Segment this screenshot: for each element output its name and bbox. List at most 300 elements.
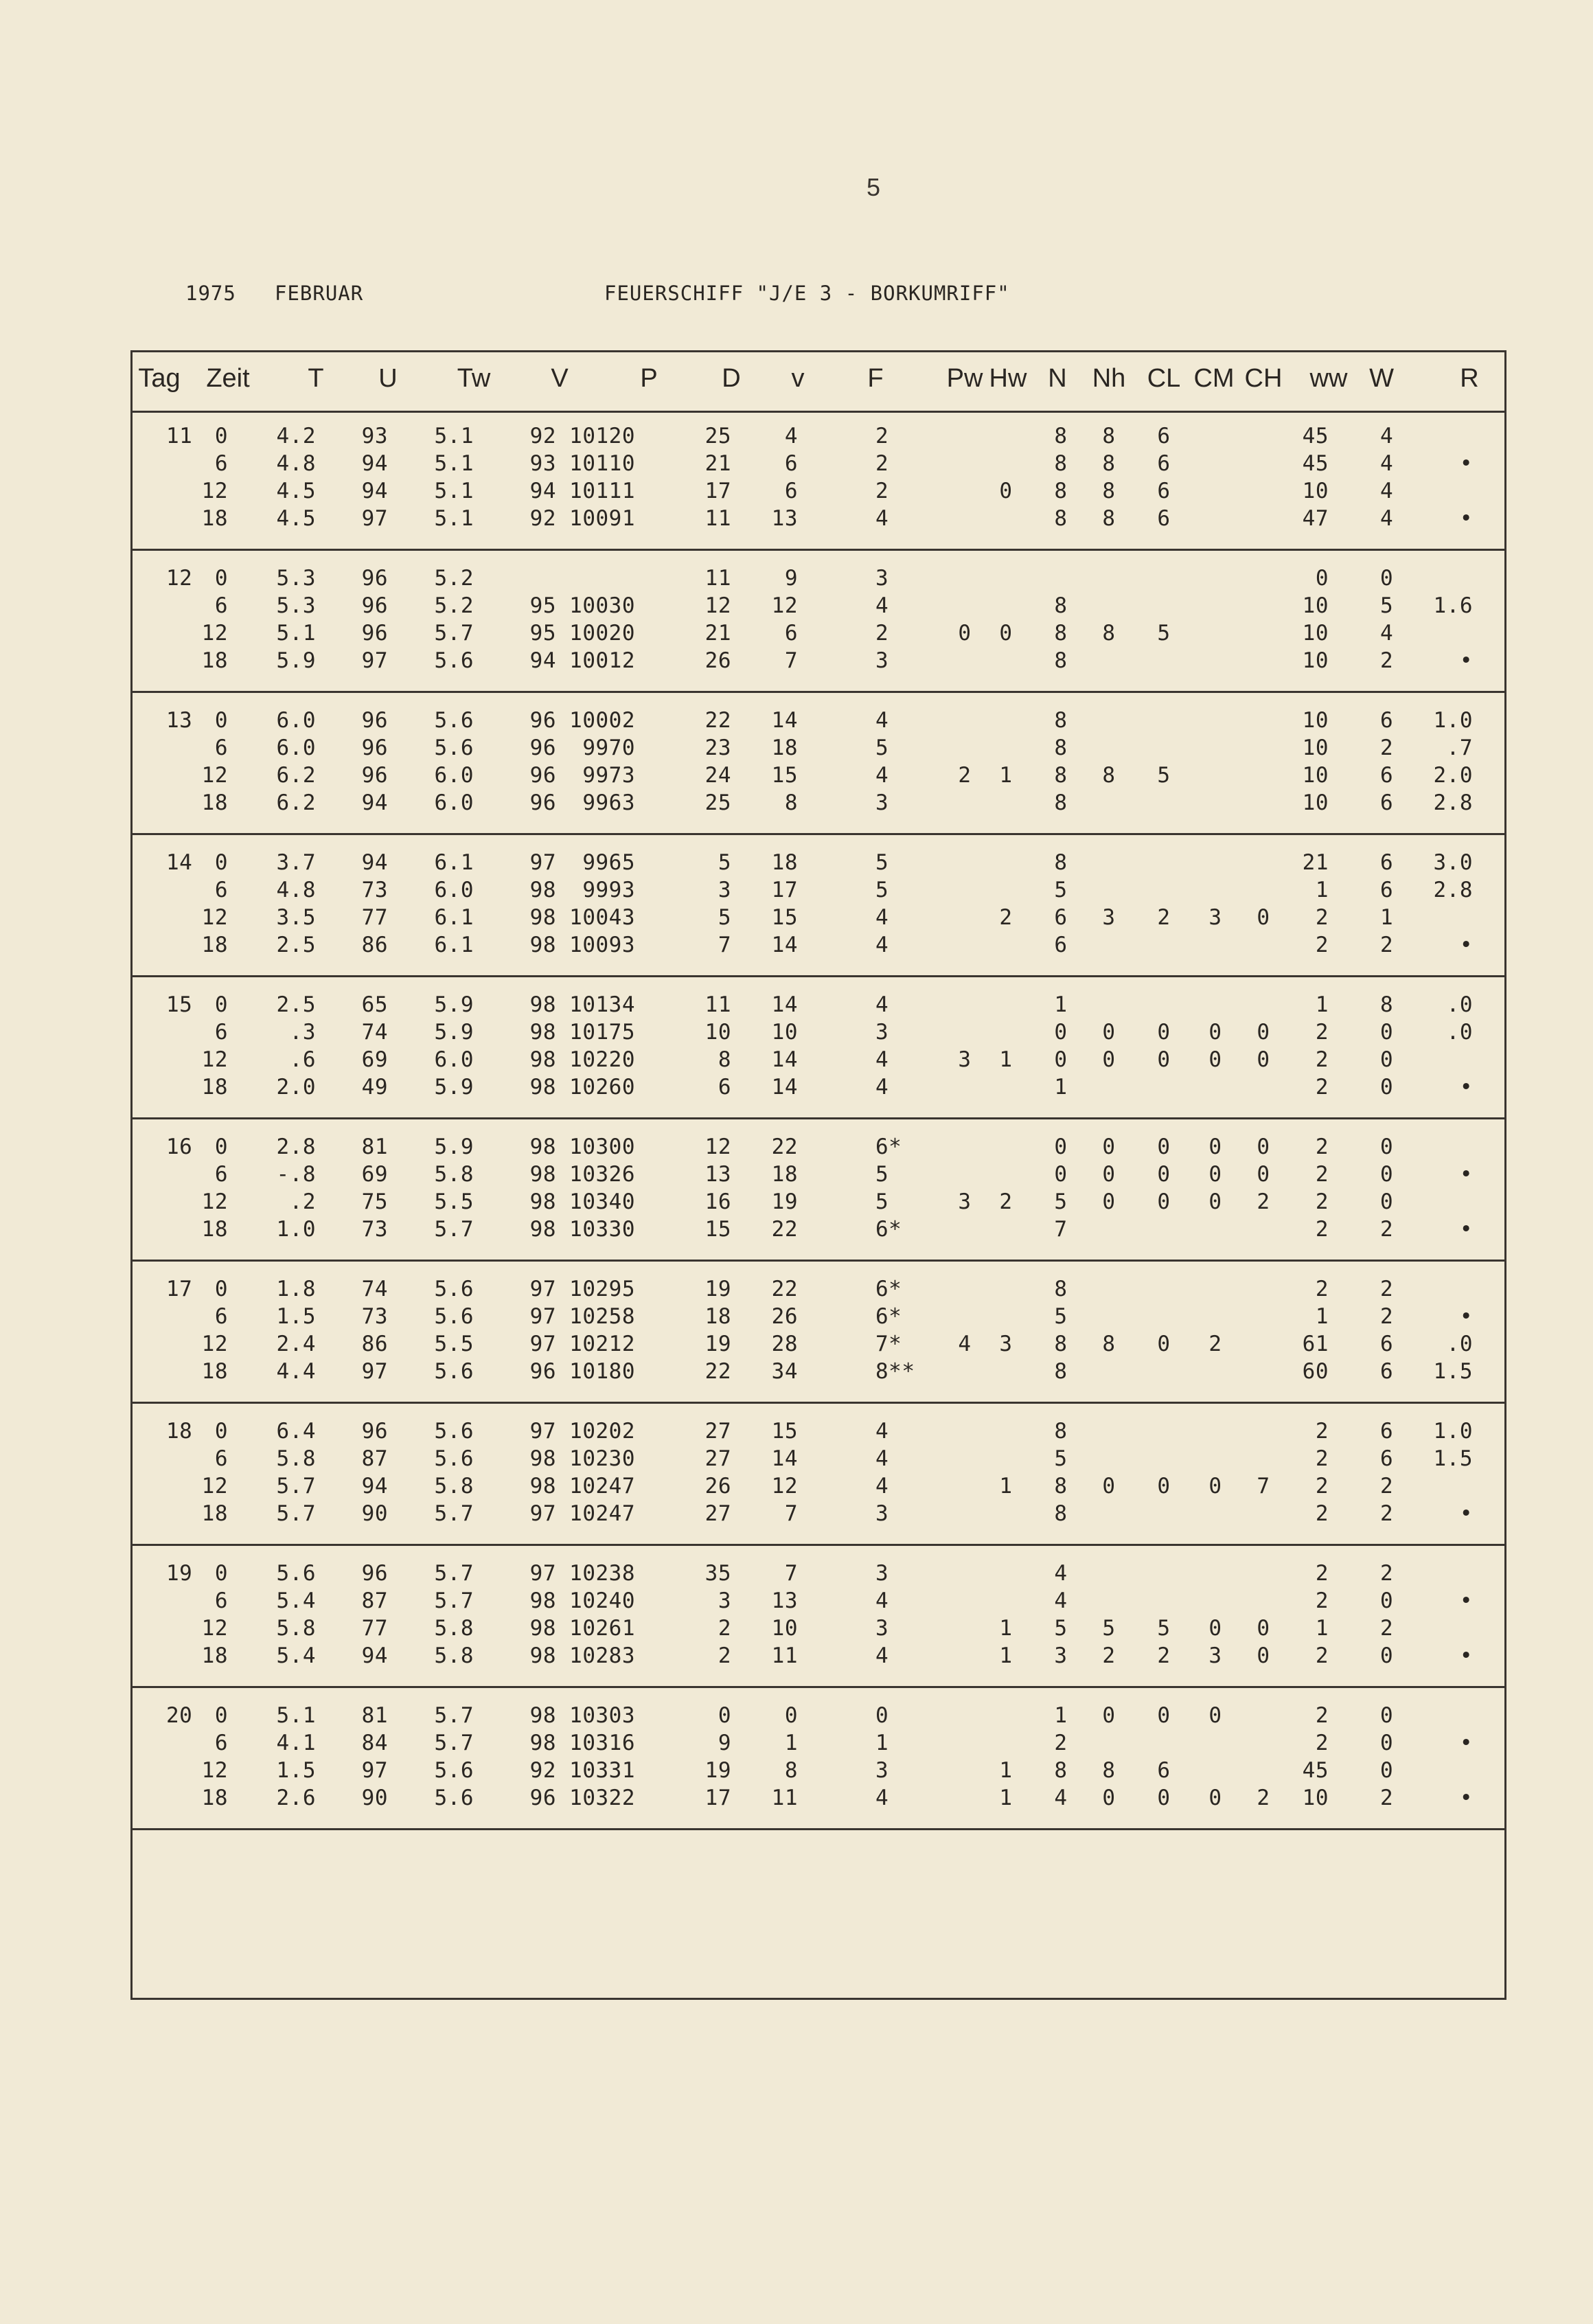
table-cell: 45: [1302, 424, 1329, 448]
table-cell: 73: [361, 1304, 388, 1329]
table-cell: 10202: [569, 1419, 635, 1444]
table-cell: 10120: [569, 424, 635, 448]
table-cell: 2: [1102, 1643, 1116, 1668]
table-cell: .0: [1446, 992, 1473, 1017]
column-header: Tw: [457, 364, 491, 393]
table-cell: 6: [1380, 790, 1394, 815]
table-cell: 10002: [569, 708, 635, 733]
table-cell: 5.6: [434, 1277, 474, 1301]
table-cell: 26: [704, 1474, 731, 1499]
table-cell: 0: [1102, 1189, 1116, 1214]
table-cell: 5: [718, 850, 731, 875]
table-cell: 5.9: [276, 648, 316, 673]
table-cell: 6: [214, 1446, 228, 1471]
table-cell: 90: [361, 1786, 388, 1810]
table-cell: 0: [1102, 1703, 1116, 1728]
table-cell: .0: [1446, 1020, 1473, 1045]
table-cell: 69: [361, 1162, 388, 1187]
table-cell: 45: [1302, 1758, 1329, 1783]
table-cell: 5.5: [434, 1189, 474, 1214]
table-cell: 87: [361, 1446, 388, 1471]
table-cell: 3: [958, 1189, 972, 1214]
table-cell: 2: [1315, 1561, 1329, 1586]
table-cell: 8: [1054, 479, 1068, 503]
table-cell: 8: [1102, 621, 1116, 646]
table-cell: 4.2: [276, 424, 316, 448]
table-cell: •: [1459, 1075, 1473, 1100]
table-cell: 98: [529, 1189, 556, 1214]
table-cell: 19: [166, 1561, 193, 1586]
table-cell: 6: [1054, 905, 1068, 930]
table-cell: 96: [361, 1419, 388, 1444]
table-cell: 98: [529, 1616, 556, 1641]
table-cell: 4: [875, 992, 889, 1017]
table-cell: 1.0: [1433, 1419, 1473, 1444]
column-header: CL: [1147, 364, 1181, 393]
table-cell: 2: [875, 621, 889, 646]
table-cell: 12: [201, 905, 228, 930]
table-cell: 12: [201, 1758, 228, 1783]
header-month: FEBRUAR: [275, 282, 364, 305]
table-cell: 10134: [569, 992, 635, 1017]
table-cell: 8: [784, 1758, 798, 1783]
table-cell: 0: [1208, 1047, 1222, 1072]
table-cell: 1.8: [276, 1277, 316, 1301]
table-cell: 94: [529, 648, 556, 673]
table-cell: 1: [1054, 1703, 1068, 1728]
table-cell: 4: [875, 1047, 889, 1072]
table-cell: 5.2: [434, 566, 474, 591]
table-cell: 17: [771, 878, 798, 902]
table-cell: 18: [201, 1075, 228, 1100]
table-cell: 8: [1054, 1359, 1068, 1384]
table-cell: 0: [1157, 1162, 1171, 1187]
table-cell: 10: [1302, 1786, 1329, 1810]
table-cell: 98: [529, 1075, 556, 1100]
table-cell: 19: [704, 1758, 731, 1783]
table-cell: 65: [361, 992, 388, 1017]
table-cell: 2: [875, 451, 889, 476]
table-cell: 97: [529, 1561, 556, 1586]
table-cell: 10020: [569, 621, 635, 646]
table-cell: 6*: [875, 1135, 902, 1159]
table-cell: 1: [1315, 992, 1329, 1017]
table-cell: 10091: [569, 506, 635, 531]
table-cell: 6: [214, 1304, 228, 1329]
table-cell: 6.0: [434, 1047, 474, 1072]
table-cell: 2: [1315, 1047, 1329, 1072]
table-cell: 15: [166, 992, 193, 1017]
table-cell: 1.0: [1433, 708, 1473, 733]
table-cell: 8: [1054, 1277, 1068, 1301]
table-cell: 98: [529, 992, 556, 1017]
table-cell: 0: [875, 1703, 889, 1728]
table-cell: 0: [1257, 1020, 1270, 1045]
table-cell: 77: [361, 905, 388, 930]
column-header: P: [640, 364, 658, 393]
table-cell: 0: [1157, 1786, 1171, 1810]
table-cell: 5.6: [434, 1359, 474, 1384]
table-cell: 0: [1380, 1643, 1394, 1668]
table-cell: 1.6: [1433, 593, 1473, 618]
table-cell: 2: [1380, 1786, 1394, 1810]
table-cell: 6: [1380, 1332, 1394, 1356]
table-cell: 18: [201, 790, 228, 815]
table-cell: 16: [166, 1135, 193, 1159]
page-number: 5: [867, 173, 881, 201]
table-cell: 10: [1302, 736, 1329, 760]
table-cell: 25: [704, 424, 731, 448]
table-cell: 28: [771, 1332, 798, 1356]
table-cell: 5.1: [276, 1703, 316, 1728]
table-cell: 9965: [582, 850, 635, 875]
table-cell: 1: [999, 1474, 1013, 1499]
table-cell: 0: [999, 479, 1013, 503]
table-cell: 0: [1208, 1703, 1222, 1728]
table-cell: 4: [1380, 451, 1394, 476]
table-cell: 94: [361, 1643, 388, 1668]
day-divider: [130, 1117, 1506, 1119]
table-cell: 2: [1380, 1616, 1394, 1641]
table-cell: 2: [1315, 1020, 1329, 1045]
table-cell: 96: [361, 621, 388, 646]
table-cell: 10316: [569, 1731, 635, 1755]
table-cell: 92: [529, 1758, 556, 1783]
table-cell: 22: [771, 1277, 798, 1301]
table-cell: 8: [1102, 451, 1116, 476]
table-cell: 19: [771, 1189, 798, 1214]
table-cell: 5.5: [434, 1332, 474, 1356]
table-cell: 8: [1054, 1501, 1068, 1526]
table-cell: 5.8: [434, 1643, 474, 1668]
table-cell: 2: [958, 763, 972, 788]
day-divider: [130, 1828, 1506, 1830]
table-cell: 10260: [569, 1075, 635, 1100]
table-cell: •: [1459, 1217, 1473, 1242]
table-cell: 4: [958, 1332, 972, 1356]
table-cell: 90: [361, 1501, 388, 1526]
table-cell: 4: [875, 593, 889, 618]
table-cell: 12: [771, 1474, 798, 1499]
table-cell: 0: [1257, 905, 1270, 930]
table-cell: 12: [201, 1474, 228, 1499]
table-cell: 10: [1302, 708, 1329, 733]
table-cell: 27: [704, 1419, 731, 1444]
table-cell: 3: [875, 1616, 889, 1641]
table-cell: 97: [529, 1277, 556, 1301]
table-cell: 2: [1315, 905, 1329, 930]
table-cell: .0: [1446, 1332, 1473, 1356]
table-cell: 34: [771, 1359, 798, 1384]
table-cell: 94: [361, 1474, 388, 1499]
table-cell: 18: [201, 933, 228, 957]
table-cell: 0: [1380, 1731, 1394, 1755]
table-cell: 2: [1380, 933, 1394, 957]
table-cell: 11: [771, 1786, 798, 1810]
column-header: W: [1369, 364, 1394, 393]
table-cell: 3: [1208, 1643, 1222, 1668]
table-cell: 5.9: [434, 1020, 474, 1045]
table-cell: 8: [1054, 424, 1068, 448]
table-cell: 5: [875, 1162, 889, 1187]
table-cell: 3: [999, 1332, 1013, 1356]
table-cell: 2: [1315, 1217, 1329, 1242]
table-cell: 96: [361, 566, 388, 591]
table-cell: 12: [201, 1616, 228, 1641]
table-cell: 18: [201, 1501, 228, 1526]
table-cell: 5.6: [434, 648, 474, 673]
table-cell: 13: [771, 1588, 798, 1613]
table-cell: 3: [875, 790, 889, 815]
table-cell: 6: [1157, 451, 1171, 476]
table-cell: 4: [1380, 424, 1394, 448]
table-cell: 6: [784, 451, 798, 476]
table-cell: 25: [704, 790, 731, 815]
table-cell: 15: [771, 1419, 798, 1444]
table-cell: •: [1459, 1731, 1473, 1755]
table-cell: 9963: [582, 790, 635, 815]
table-cell: 1: [1315, 1616, 1329, 1641]
table-cell: .2: [289, 1189, 316, 1214]
table-cell: 93: [361, 424, 388, 448]
table-cell: 74: [361, 1277, 388, 1301]
table-cell: 18: [201, 1786, 228, 1810]
table-cell: 3: [1102, 905, 1116, 930]
table-cell: 8: [1054, 736, 1068, 760]
table-cell: 11: [704, 992, 731, 1017]
table-cell: 5.8: [434, 1162, 474, 1187]
table-cell: •: [1459, 648, 1473, 673]
table-cell: 8: [1054, 1758, 1068, 1783]
table-cell: 10212: [569, 1332, 635, 1356]
table-cell: 6: [784, 621, 798, 646]
column-header: U: [378, 364, 398, 393]
table-cell: 5.3: [276, 566, 316, 591]
table-cell: 5.7: [434, 1731, 474, 1755]
table-cell: 1: [875, 1731, 889, 1755]
table-cell: 2: [1208, 1332, 1222, 1356]
table-cell: 12: [201, 479, 228, 503]
table-cell: 2: [1315, 1277, 1329, 1301]
table-cell: 4: [1054, 1786, 1068, 1810]
table-cell: 8: [1054, 1419, 1068, 1444]
column-header: Tag: [138, 364, 181, 393]
table-cell: 98: [529, 1474, 556, 1499]
table-cell: 5.2: [434, 593, 474, 618]
table-cell: 15: [771, 905, 798, 930]
table-cell: 0: [1157, 1332, 1171, 1356]
table-cell: 1: [999, 1616, 1013, 1641]
table-cell: 10238: [569, 1561, 635, 1586]
table-cell: 94: [361, 850, 388, 875]
table-cell: 14: [771, 1075, 798, 1100]
table-cell: 98: [529, 1731, 556, 1755]
table-cell: 2: [1380, 1474, 1394, 1499]
table-cell: 98: [529, 1643, 556, 1668]
table-cell: 8: [1102, 1332, 1116, 1356]
table-cell: 2: [718, 1643, 731, 1668]
table-cell: 18: [201, 1359, 228, 1384]
table-cell: 6.1: [434, 933, 474, 957]
table-cell: 6.0: [434, 878, 474, 902]
table-cell: 21: [704, 621, 731, 646]
table-cell: 2: [1315, 1446, 1329, 1471]
table-cell: •: [1459, 451, 1473, 476]
table-cell: 5.8: [434, 1616, 474, 1641]
table-cell: 6.0: [276, 708, 316, 733]
table-cell: 8: [1054, 451, 1068, 476]
table-cell: 0: [214, 1135, 228, 1159]
table-cell: 45: [1302, 451, 1329, 476]
table-cell: 6: [1380, 1359, 1394, 1384]
table-cell: 11: [704, 506, 731, 531]
table-cell: 10175: [569, 1020, 635, 1045]
table-cell: 18: [166, 1419, 193, 1444]
column-header: CM: [1193, 364, 1235, 393]
table-cell: 0: [1157, 1047, 1171, 1072]
table-cell: 26: [704, 648, 731, 673]
table-cell: 5: [1102, 1616, 1116, 1641]
table-cell: 7: [784, 648, 798, 673]
table-cell: 4.4: [276, 1359, 316, 1384]
table-cell: 1.5: [276, 1304, 316, 1329]
table-cell: 10322: [569, 1786, 635, 1810]
table-cell: 2.5: [276, 933, 316, 957]
table-cell: 12: [201, 1332, 228, 1356]
table-cell: 10247: [569, 1501, 635, 1526]
table-cell: 96: [529, 736, 556, 760]
table-cell: 12: [201, 1189, 228, 1214]
table-cell: 1: [1315, 878, 1329, 902]
table-cell: 5: [875, 850, 889, 875]
table-cell: 87: [361, 1588, 388, 1613]
table-cell: 10030: [569, 593, 635, 618]
table-cell: 4.8: [276, 878, 316, 902]
table-cell: 5: [1380, 593, 1394, 618]
table-cell: 5: [718, 905, 731, 930]
table-cell: 0: [1208, 1786, 1222, 1810]
table-cell: 9973: [582, 763, 635, 788]
table-cell: 6.4: [276, 1419, 316, 1444]
table-cell: 0: [1157, 1703, 1171, 1728]
table-cell: 5.7: [434, 1217, 474, 1242]
table-cell: 1: [1315, 1304, 1329, 1329]
table-cell: 0: [1157, 1474, 1171, 1499]
table-cell: 92: [529, 424, 556, 448]
table-cell: 12: [201, 621, 228, 646]
table-cell: 9970: [582, 736, 635, 760]
table-cell: 94: [529, 479, 556, 503]
table-cell: 97: [529, 1419, 556, 1444]
table-cell: 6: [1380, 878, 1394, 902]
table-cell: 22: [704, 1359, 731, 1384]
column-header: N: [1048, 364, 1067, 393]
table-cell: 5.7: [434, 1703, 474, 1728]
table-cell: 1: [1054, 992, 1068, 1017]
table-cell: 18: [771, 1162, 798, 1187]
table-cell: 14: [771, 992, 798, 1017]
table-cell: 10: [1302, 621, 1329, 646]
table-cell: 8: [1054, 621, 1068, 646]
table-cell: 81: [361, 1135, 388, 1159]
table-cell: 5.6: [434, 1786, 474, 1810]
table-cell: 97: [361, 1758, 388, 1783]
table-cell: 4: [875, 1446, 889, 1471]
table-cell: 5: [1054, 878, 1068, 902]
table-cell: 98: [529, 1162, 556, 1187]
table-cell: 94: [361, 790, 388, 815]
table-cell: 18: [201, 506, 228, 531]
table-cell: 7: [784, 1501, 798, 1526]
table-cell: 7: [1054, 1217, 1068, 1242]
table-cell: 0: [1102, 1020, 1116, 1045]
table-cell: 0: [1102, 1162, 1116, 1187]
table-cell: 6: [1380, 708, 1394, 733]
table-cell: 6: [214, 1588, 228, 1613]
table-cell: 96: [361, 763, 388, 788]
table-cell: 0: [1208, 1474, 1222, 1499]
table-cell: 2.8: [1433, 878, 1473, 902]
table-cell: 1: [999, 763, 1013, 788]
table-cell: 21: [704, 451, 731, 476]
day-divider: [130, 833, 1506, 835]
table-cell: 6: [1380, 1446, 1394, 1471]
table-cell: 6: [1157, 479, 1171, 503]
table-cell: 5.1: [434, 479, 474, 503]
table-cell: 0: [1102, 1047, 1116, 1072]
day-divider: [130, 691, 1506, 693]
table-cell: 74: [361, 1020, 388, 1045]
column-header: Pw: [946, 364, 983, 393]
table-cell: 2: [1315, 1643, 1329, 1668]
table-cell: 5.7: [276, 1501, 316, 1526]
table-cell: 8: [1054, 1332, 1068, 1356]
table-cell: 1: [1380, 905, 1394, 930]
table-cell: 18: [201, 1643, 228, 1668]
table-cell: 12: [201, 1047, 228, 1072]
table-cell: 4: [875, 1643, 889, 1668]
table-cell: 0: [214, 1561, 228, 1586]
table-cell: 97: [361, 506, 388, 531]
table-cell: 73: [361, 878, 388, 902]
table-cell: 2: [1315, 1501, 1329, 1526]
table-cell: 60: [1302, 1359, 1329, 1384]
table-cell: 10111: [569, 479, 635, 503]
table-cell: 8: [1054, 850, 1068, 875]
table-cell: 5.1: [434, 451, 474, 476]
table-cell: •: [1459, 1786, 1473, 1810]
table-cell: 5.6: [434, 736, 474, 760]
table-cell: 17: [704, 479, 731, 503]
table-cell: 2: [1257, 1189, 1270, 1214]
table-cell: 0: [1208, 1616, 1222, 1641]
day-divider: [130, 549, 1506, 551]
table-cell: 7: [784, 1561, 798, 1586]
table-cell: 5: [1157, 763, 1171, 788]
table-cell: 0: [1380, 1758, 1394, 1783]
table-cell: 1.5: [1433, 1359, 1473, 1384]
table-cell: •: [1459, 1162, 1473, 1187]
table-cell: 0: [1102, 1474, 1116, 1499]
table-cell: 4: [875, 506, 889, 531]
table-cell: 5.9: [434, 992, 474, 1017]
table-cell: 14: [771, 708, 798, 733]
table-cell: 6.0: [276, 736, 316, 760]
table-cell: 2: [1380, 1561, 1394, 1586]
table-cell: 10093: [569, 933, 635, 957]
table-cell: 10: [1302, 593, 1329, 618]
table-cell: 2: [1315, 1075, 1329, 1100]
